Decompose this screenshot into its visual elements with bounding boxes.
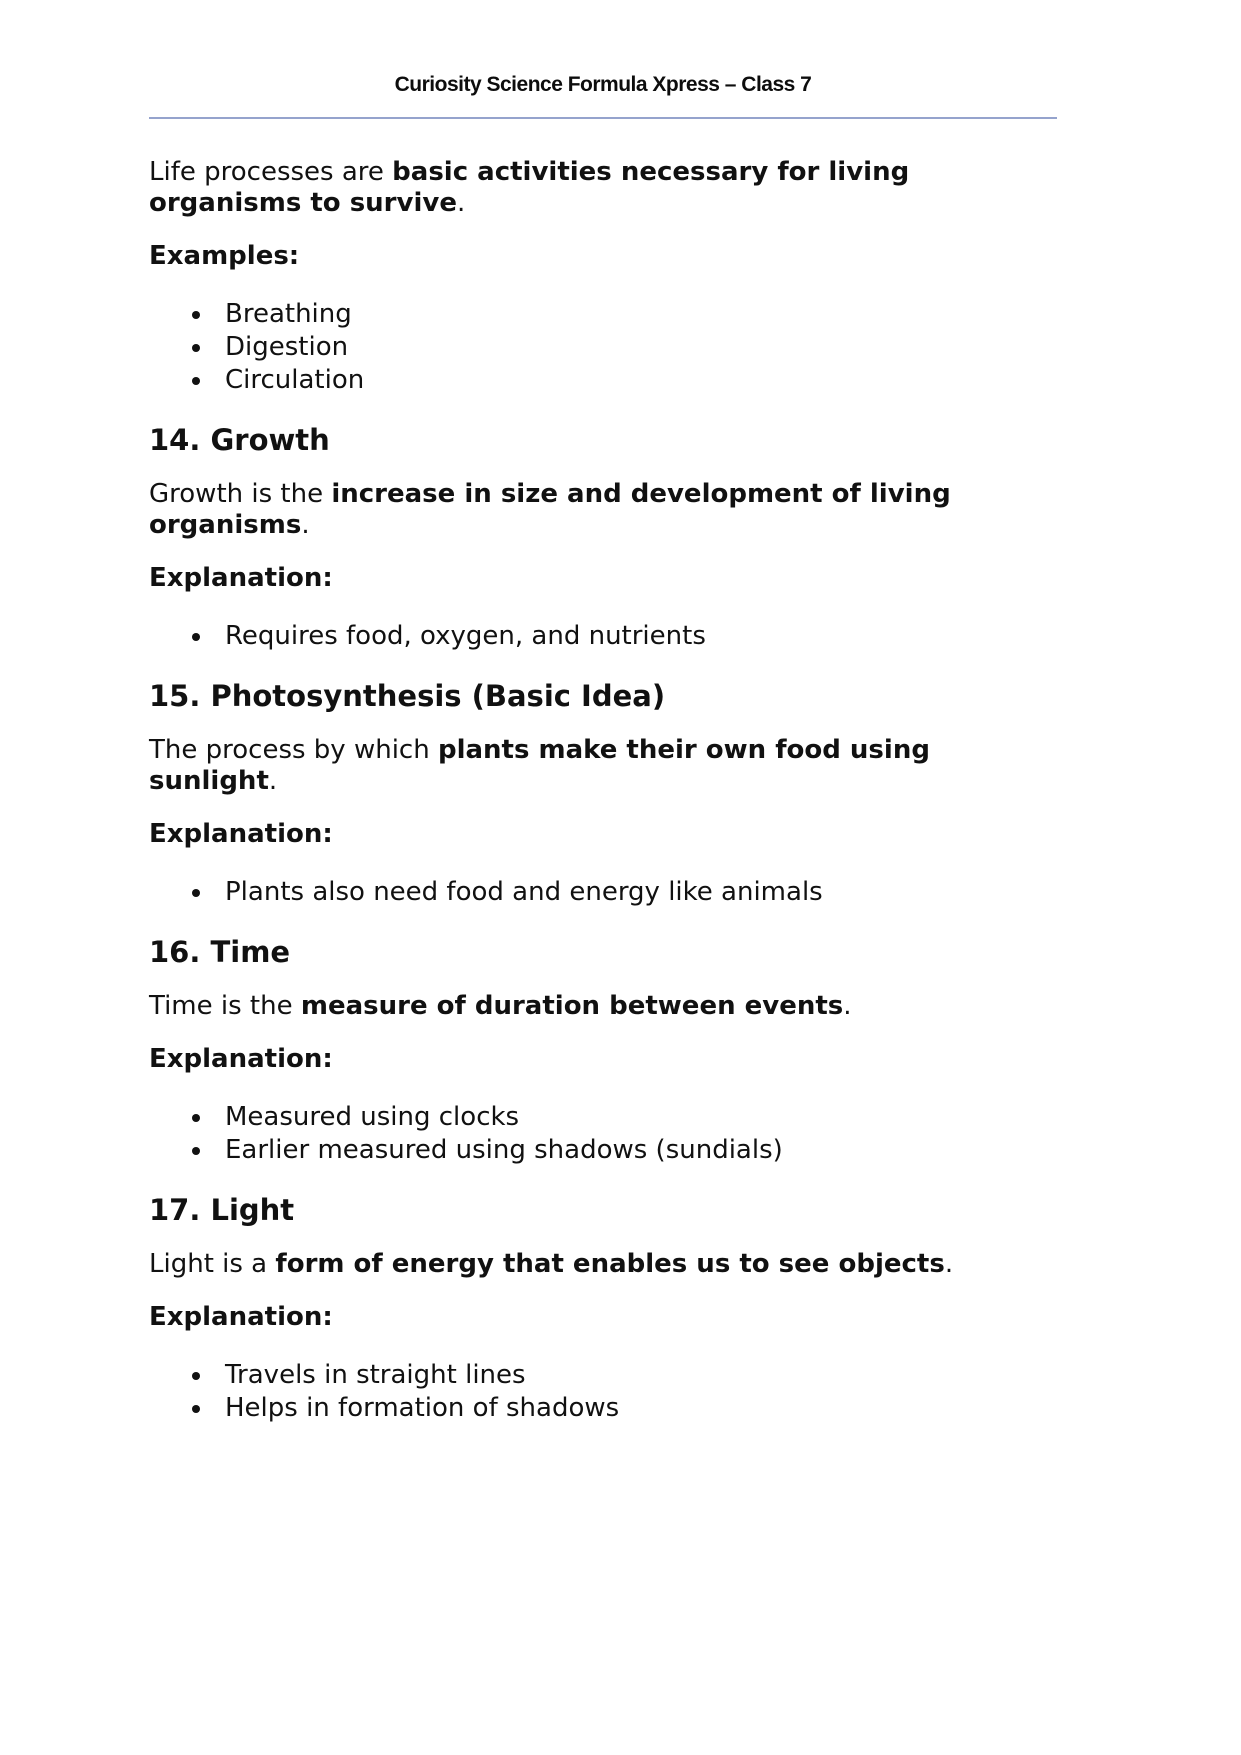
bold-text-run: basic activities necessary for living — [392, 157, 910, 187]
paragraph — [149, 479, 1057, 541]
bullet-list — [149, 1359, 1057, 1425]
section-heading: 16. Time — [149, 935, 291, 969]
section-heading: 14. Growth — [149, 423, 330, 457]
paragraph-line — [149, 510, 1057, 541]
header-rule — [149, 117, 1057, 119]
bullet-list — [149, 876, 1057, 909]
paragraph — [149, 157, 1057, 219]
content-column — [149, 0, 1057, 1425]
bullet-list — [149, 1101, 1057, 1167]
paragraph-line — [149, 991, 1057, 1022]
sub-heading: Explanation: — [149, 1044, 333, 1074]
text-run: . — [456, 188, 466, 218]
bold-text-run: measure of duration between events — [300, 991, 844, 1021]
paragraph-line — [149, 479, 1057, 510]
list-item: Requires food, oxygen, and nutrients — [149, 620, 1057, 653]
text-run: . — [944, 1249, 954, 1279]
bold-text-run: plants make their own food using — [437, 735, 930, 765]
bold-text-run: sunlight — [149, 766, 269, 796]
bullet-list — [149, 298, 1057, 397]
sub-heading: Explanation: — [149, 563, 333, 593]
paragraph-line — [149, 735, 1057, 766]
text-run: Light is a — [149, 1249, 276, 1279]
document-body — [149, 157, 1057, 1425]
list-item: Travels in straight lines — [149, 1359, 1057, 1392]
list-item: Circulation — [149, 364, 1057, 397]
page-header-title: Curiosity Science Formula Xpress – Class 7 — [394, 73, 812, 96]
paragraph — [149, 1249, 1057, 1280]
sub-heading: Examples: — [149, 241, 300, 271]
text-run: Life processes are — [149, 157, 393, 187]
list-item: Plants also need food and energy like animals — [149, 876, 1057, 909]
sub-heading: Explanation: — [149, 819, 333, 849]
text-run: . — [268, 766, 278, 796]
text-run: Growth is the — [149, 479, 332, 509]
bold-text-run: organisms — [149, 510, 302, 540]
paragraph — [149, 735, 1057, 797]
list-item: Digestion — [149, 331, 1057, 364]
text-run: . — [843, 991, 852, 1021]
bold-text-run: organisms to survive — [149, 188, 457, 218]
bold-text-run: increase in size and development of living — [331, 479, 951, 509]
list-item: Helps in formation of shadows — [149, 1392, 1057, 1425]
paragraph-line — [149, 157, 1057, 188]
text-run: . — [301, 510, 310, 540]
list-item: Earlier measured using shadows (sundials) — [149, 1134, 1057, 1167]
text-run: The process by which — [149, 735, 438, 765]
bullet-list — [149, 620, 1057, 653]
list-item: Measured using clocks — [149, 1101, 1057, 1134]
sub-heading: Explanation: — [149, 1302, 333, 1332]
section-heading: 15. Photosynthesis (Basic Idea) — [149, 679, 666, 713]
list-item: Breathing — [149, 298, 1057, 331]
paragraph-line — [149, 188, 1057, 219]
paragraph-line — [149, 1249, 1057, 1280]
paragraph-line — [149, 766, 1057, 797]
bold-text-run: form of energy that enables us to see objects — [275, 1249, 945, 1279]
text-run: Time is the — [149, 991, 301, 1021]
section-heading: 17. Light — [149, 1193, 295, 1227]
paragraph — [149, 991, 1057, 1022]
